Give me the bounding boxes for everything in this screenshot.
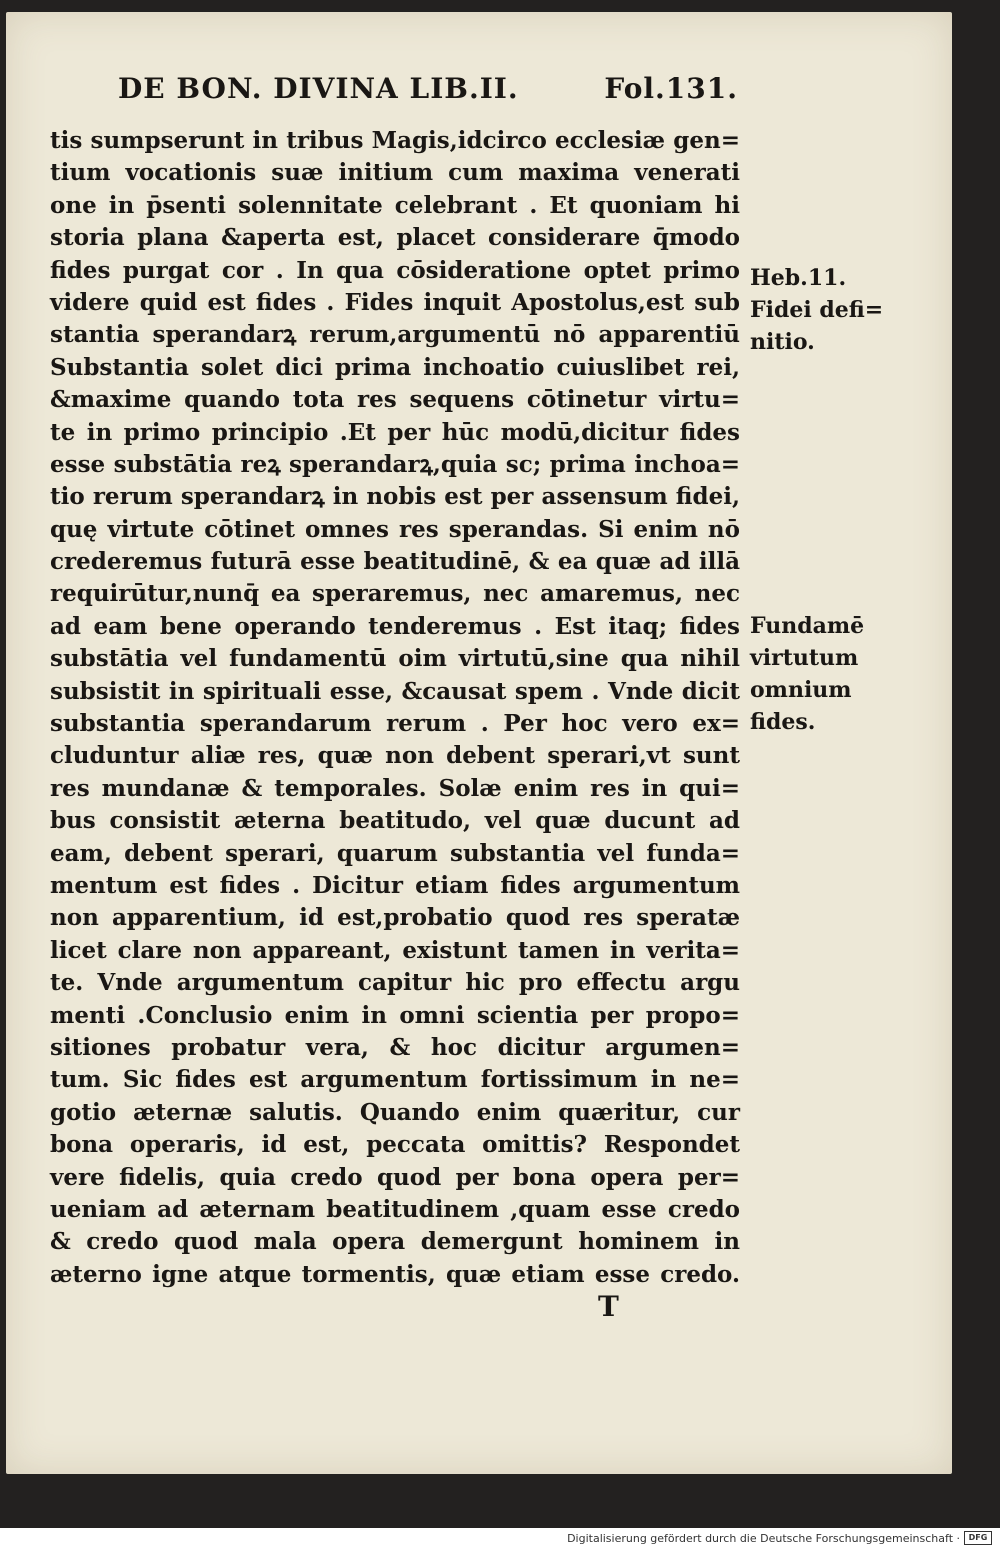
text-line: te in primo principio .Et per hūc modū,dicitur fides <box>50 418 740 446</box>
text-line: stantia sperandarꝝ rerum,argumentū nō apparentiū <box>50 321 740 349</box>
text-line: tio rerum sperandarꝝ in nobis est per assensum fidei, <box>50 483 740 511</box>
text-line: subsistit in spirituali esse, &causat spem . Vnde dicit <box>50 677 740 705</box>
text-line: requirūtur,nunq̄ ea speraremus, nec amaremus, nec <box>50 580 740 608</box>
text-line: substantia sperandarum rerum . Per hoc vero ex= <box>50 710 740 738</box>
text-line: sitiones probatur vera, & hoc dicitur argumen= <box>50 1033 740 1061</box>
text-line: storia plana &aperta est, placet considerare q̄modo <box>50 224 740 252</box>
text-line: te. Vnde argumentum capitur hic pro effectu argu <box>50 969 740 997</box>
text-line: mentum est fides . Dicitur etiam fides argumentum <box>50 871 740 899</box>
marginal-line: fides. <box>750 709 816 735</box>
text-line: ad eam bene operando tenderemus . Est itaq; fides <box>50 612 740 640</box>
text-line: æterno igne atque tormentis, quæ etiam esse credo. <box>50 1260 740 1288</box>
text-line: videre quid est fides . Fides inquit Apostolus,est sub <box>50 288 740 316</box>
text-line: bona operaris, id est, peccata omittis? Respondet <box>50 1131 740 1159</box>
text-line: licet clare non appareant, existunt tamen in verita= <box>50 936 740 964</box>
text-line: fides purgat cor . In qua cōsideratione optet primo <box>50 256 740 284</box>
body-text <box>50 125 740 1291</box>
marginal-note-hebrews <box>750 262 900 358</box>
text-line: esse substātia reꝝ sperandarꝝ,quia sc; prima inchoa= <box>50 450 740 478</box>
text-line: one in p̄senti solennitate celebrant . Et quoniam hi <box>50 191 740 219</box>
text-line: crederemus futurā esse beatitudinē, & ea quæ ad illā <box>50 548 740 576</box>
marginal-line: Heb.11. <box>750 265 847 291</box>
text-line: gotio æternæ salutis. Quando enim quæritur, cur <box>50 1098 740 1126</box>
text-line: bus consistit æterna beatitudo, vel quæ ducunt ad <box>50 807 740 835</box>
text-line: quę virtute cōtinet omnes res sperandas. Si enim nō <box>50 515 740 543</box>
text-line: eam, debent sperari, quarum substantia vel funda= <box>50 839 740 867</box>
text-line: res mundanæ & temporales. Solæ enim res in qui= <box>50 774 740 802</box>
text-line: ueniam ad æternam beatitudinem ,quam esse credo <box>50 1195 740 1223</box>
marginal-line: virtutum <box>750 645 859 671</box>
text-line: &maxime quando tota res sequens cōtinetur virtu= <box>50 386 740 414</box>
dfg-logo-icon: DFG <box>964 1531 992 1545</box>
text-line: tium vocationis suæ initium cum maxima venerati <box>50 159 740 187</box>
text-line: cluduntur aliæ res, quæ non debent sperari,vt sunt <box>50 742 740 770</box>
marginal-note-fundamentum <box>750 610 900 738</box>
running-head <box>118 72 738 112</box>
marginal-line: nitio. <box>750 329 815 355</box>
marginal-line: Fidei defi= <box>750 297 884 323</box>
folio-number: Fol.131. <box>604 72 738 105</box>
text-line: menti .Conclusio enim in omni scientia per propo= <box>50 1001 740 1029</box>
text-line: substātia vel fundamentū oim virtutū,sine qua nihil <box>50 645 740 673</box>
digitization-credit: Digitalisierung gefördert durch die Deutsche Forschungsgemeinschaft · <box>567 1532 960 1545</box>
marginal-line: Fundamē <box>750 613 865 639</box>
text-line: Substantia solet dici prima inchoatio cuiuslibet rei, <box>50 353 740 381</box>
text-line: tis sumpserunt in tribus Magis,idcirco ecclesiæ gen= <box>50 127 740 154</box>
text-line: non apparentium, id est,probatio quod res speratæ <box>50 904 740 932</box>
signature-mark: T <box>598 1290 619 1323</box>
text-line: & credo quod mala opera demergunt hominem in <box>50 1228 740 1256</box>
text-line: tum. Sic fides est argumentum fortissimum in ne= <box>50 1066 740 1094</box>
text-line: vere fidelis, quia credo quod per bona opera per= <box>50 1163 740 1191</box>
marginal-line: omnium <box>750 677 852 703</box>
running-head-title: DE BON. DIVINA LIB.II. <box>118 72 519 105</box>
